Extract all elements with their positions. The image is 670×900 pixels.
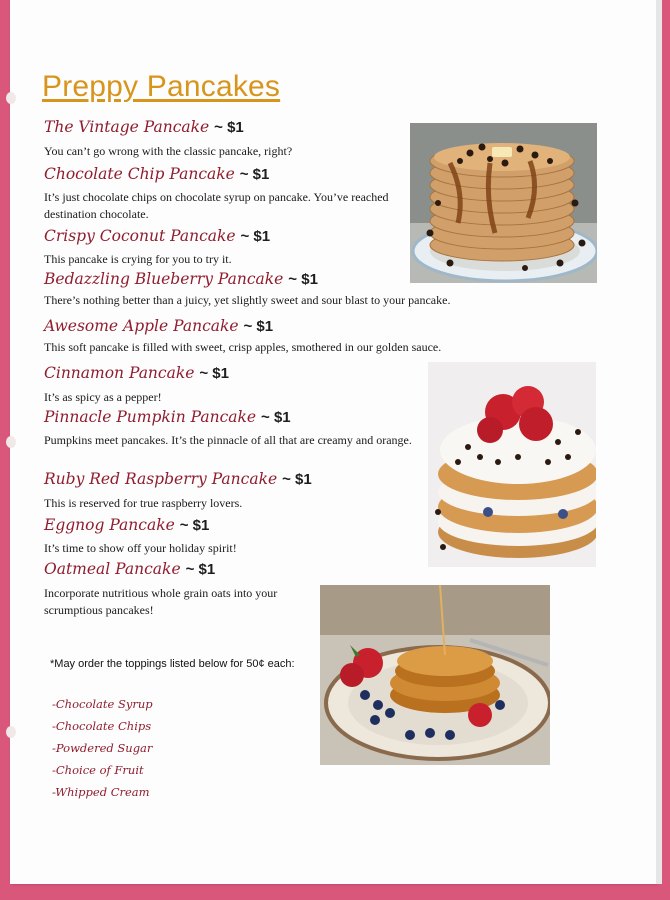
menu-item-price: ~ $1: [239, 166, 270, 183]
menu-item-name: Ruby Red Raspberry Pancake ~ $1: [44, 470, 312, 488]
menu-item-price: ~ $1: [185, 561, 216, 578]
paper-edge: [656, 0, 662, 884]
menu-item-price: ~ $1: [261, 409, 291, 426]
menu-item-price: ~ $1: [282, 471, 312, 488]
menu-item-description: It’s as spicy as a pepper!: [44, 390, 162, 404]
menu-item-price: ~ $1: [179, 517, 210, 534]
menu-item-description: This is reserved for true raspberry lovers.: [44, 496, 243, 510]
menu-item-name: Pinnacle Pumpkin Pancake ~ $1: [44, 408, 291, 426]
binder-hole: [6, 92, 16, 104]
menu-item-description: This soft pancake is filled with sweet, crisp apples, smothered in our golden sauce.: [44, 340, 442, 354]
menu-item-price: ~ $1: [288, 271, 318, 288]
menu-item-description: Incorporate nutritious whole grain oats into your scrumptious pancakes!: [44, 586, 278, 617]
topping-item: -Whipped Cream: [52, 785, 150, 799]
menu-title: Preppy Pancakes: [42, 70, 281, 103]
menu-item-name: Cinnamon Pancake ~ $1: [44, 364, 229, 382]
menu-item-name: Chocolate Chip Pancake ~ $1: [44, 165, 270, 183]
menu-item-name: Oatmeal Pancake ~ $1: [44, 560, 216, 578]
toppings-note: *May order the toppings listed below for 50¢ each:: [50, 658, 295, 670]
topping-item: -Chocolate Chips: [52, 719, 152, 733]
topping-item: -Powdered Sugar: [52, 741, 153, 755]
pancake-stack-chocolate-chips-photo: [410, 123, 597, 283]
menu-item-name: The Vintage Pancake ~ $1: [44, 118, 244, 136]
menu-item-price: ~ $1: [243, 318, 274, 335]
pancakes-strawberries-blueberries-photo: [320, 585, 550, 765]
menu-item-description: Pumpkins meet pancakes. It’s the pinnacle of all that are creamy and orange.: [44, 433, 412, 447]
menu-page: [10, 0, 656, 884]
binder-hole: [6, 436, 16, 448]
menu-item-price: ~ $1: [199, 365, 229, 382]
menu-item-price: ~ $1: [240, 228, 271, 245]
menu-item-price: ~ $1: [214, 119, 244, 136]
topping-item: -Choice of Fruit: [52, 763, 144, 777]
topping-item: -Chocolate Syrup: [52, 697, 153, 711]
menu-item-description: This pancake is crying for you to try it.: [44, 252, 232, 266]
menu-item-name: Awesome Apple Pancake ~ $1: [44, 317, 274, 335]
menu-item-description: You can’t go wrong with the classic pancake, right?: [44, 144, 293, 158]
menu-item-description: It’s just chocolate chips on chocolate syrup on pancake. You’ve reached destination chocolate.: [44, 190, 389, 221]
menu-item-name: Crispy Coconut Pancake ~ $1: [44, 227, 271, 245]
menu-item-name: Bedazzling Blueberry Pancake ~ $1: [44, 270, 318, 288]
menu-item-description: It’s time to show off your holiday spirit!: [44, 541, 237, 555]
menu-item-description: There’s nothing better than a juicy, yet slightly sweet and sour blast to your pancake.: [44, 293, 451, 307]
menu-item-name: Eggnog Pancake ~ $1: [44, 516, 210, 534]
pancake-whipped-cream-raspberry-photo: [428, 362, 596, 567]
binder-hole: [6, 726, 16, 738]
